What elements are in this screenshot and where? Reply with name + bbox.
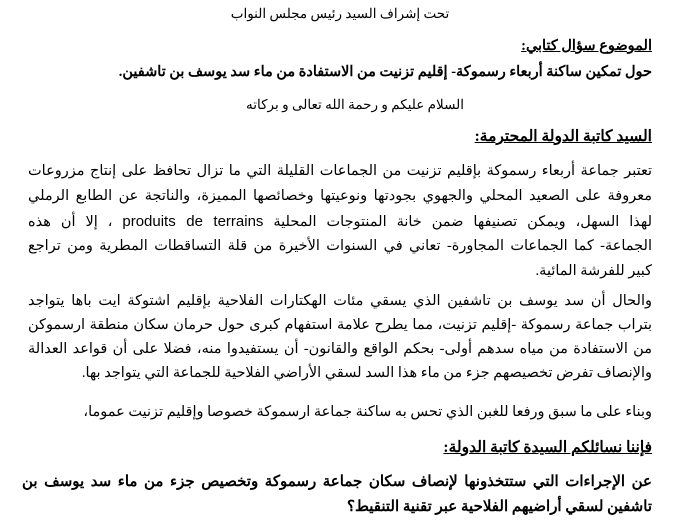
paragraph1-line3-after: ، إلا أن هذه — [28, 214, 113, 230]
paragraph1-line3-latin: produits de terrains — [122, 213, 264, 230]
subject-title: حول تمكين ساكنة أربعاء رسموكة- إقليم تزنيت من الاستفادة من ماء سد يوسف بن تاشفين. — [118, 64, 652, 80]
paragraph1-line3-before: لهذا السهل، ويمكن تصنيفها ضمن خانة المنتوجات المحلية — [273, 214, 653, 230]
paragraph2-line4: والإنصاف تفرض تخصيصهم جزء من ماء هذا السد لسقي الأراضي الفلاحية للجماعة التي يتواجد بها. — [81, 365, 652, 381]
question-intro: فإننا نسائلكم السيدة كاتبة الدولة: — [443, 439, 652, 456]
question-line2: تاشفين لسقي أراضيهم الفلاحية عبر تقنية التنقيط؟ — [347, 499, 652, 515]
supervision-line: تحت إشراف السيد رئيس مجلس النواب — [230, 6, 450, 21]
greeting-line: السلام عليكم و رحمة الله تعالى و بركاته — [246, 97, 464, 112]
paragraph3-line: وبناء على ما سبق ورفعا للغبن الذي تحس به ساكنة جماعة ارسموكة خصوصا وإقليم تزنيت عموما، — [83, 404, 652, 420]
paragraph1-line2: معروفة على الصعيد المحلي والجهوي بجودتها ونوعيتها وخصائصها المميزة، والناتجة عن الطابع الرملي — [28, 188, 652, 204]
paragraph1-line5: كبير للفرشة المائية. — [535, 263, 652, 279]
paragraph2-line1: والحال أن سد يوسف بن تاشفين الذي يسقي مئات الهكتارات الفلاحية بإقليم اشتوكة ايت باها يتواجد — [28, 293, 652, 309]
addressee-line: السيد كاتبة الدولة المحترمة: — [474, 128, 652, 145]
paragraph2-line2: بتراب جماعة رسموكة -إقليم تزنيت، مما يطرح علامة استفهام كبرى حول حرمان سكان منطقة ارسموكن — [28, 317, 652, 333]
paragraph1-line1: تعتبر جماعة أربعاء رسموكة بإقليم تزنيت من الجماعات القليلة التي ما تزال تحافظ على إنتاج مزروعات — [28, 163, 652, 179]
paragraph1-line4: الجماعة- كما الجماعات المجاورة- تعاني في السنوات الأخيرة من قلة التساقطات المطرية ومن تراجع — [28, 238, 652, 254]
paragraph2-line3: من الاستفادة من مياه سدهم أولى- بحكم الواقع والقانون- أن يستفيدوا منه، فضلا على أن قواعد العدالة — [28, 341, 652, 357]
subject-label: الموضوع سؤال كتابي: — [521, 38, 652, 54]
question-line1: عن الإجراءات التي ستتخذونها لإنصاف سكان جماعة رسموكة وتخصيص جزء من ماء سد يوسف بن — [22, 474, 652, 490]
paragraph1-line3 — [28, 213, 652, 231]
